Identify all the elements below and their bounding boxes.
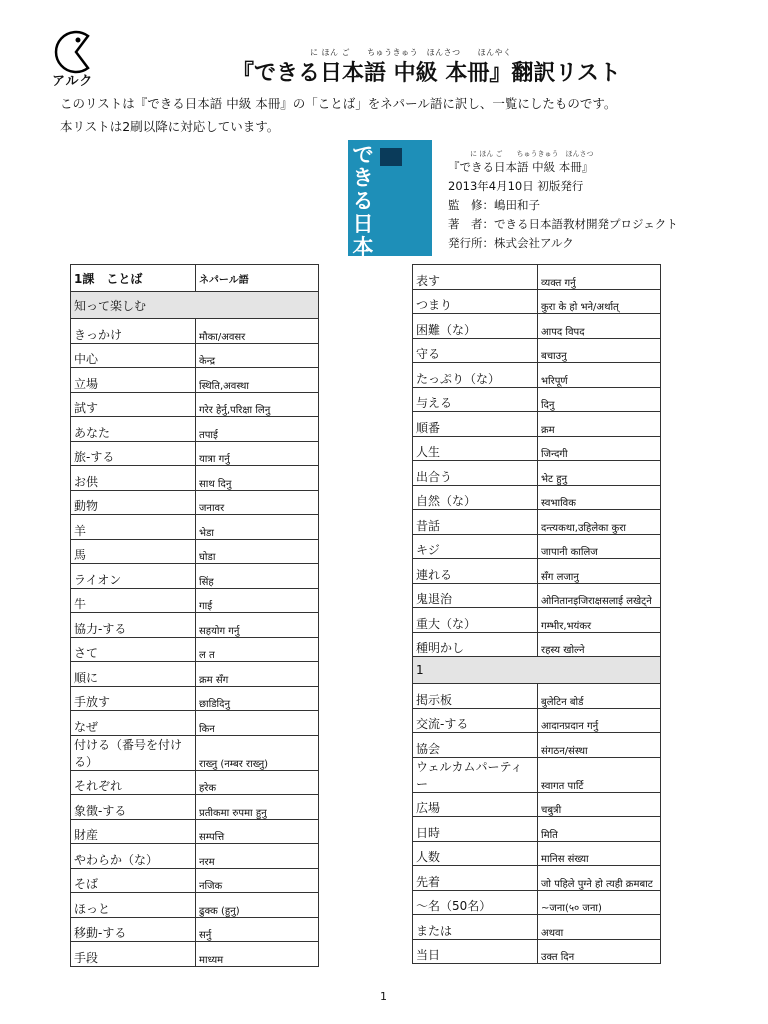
japanese-word: 動物 bbox=[71, 490, 196, 515]
table-row bbox=[71, 515, 319, 540]
table-row bbox=[413, 866, 661, 891]
japanese-word: 馬 bbox=[71, 539, 196, 564]
table-row bbox=[71, 490, 319, 515]
japanese-word: やわらか（な） bbox=[71, 844, 196, 869]
nepali-translation: मौका/अवसर bbox=[196, 319, 319, 344]
section-title: 知って楽しむ bbox=[71, 292, 319, 319]
logo-text: アルク bbox=[52, 74, 94, 89]
japanese-word: 人数 bbox=[413, 841, 538, 866]
nepali-translation: यात्रा गर्नु bbox=[196, 441, 319, 466]
nepali-translation: गाई bbox=[196, 588, 319, 613]
table-row bbox=[413, 890, 661, 915]
nepali-translation: ओनितानइजिराक्षसलाई लखेट्ने bbox=[538, 583, 661, 608]
table-row bbox=[71, 942, 319, 967]
intro-line-1: このリストは『できる日本語 中級 本冊』の「ことば」をネパール語に訳し、一覧にしたものです。 bbox=[60, 96, 617, 111]
nepali-translation: साथ दिनु bbox=[196, 466, 319, 491]
japanese-word: 旅-する bbox=[71, 441, 196, 466]
table-row bbox=[413, 583, 661, 608]
table-row bbox=[413, 733, 661, 758]
nepali-translation: गम्भीर,भयंकर bbox=[538, 608, 661, 633]
nepali-translation: रहस्य खोल्ने bbox=[538, 632, 661, 657]
nepali-translation: दन्त्यकथा,उहिलेका कुरा bbox=[538, 510, 661, 535]
table-row bbox=[71, 711, 319, 736]
nepali-translation: क्रम सँग bbox=[196, 662, 319, 687]
table-row bbox=[71, 770, 319, 795]
page-title: 『できる日本語 中級 本冊』翻訳リスト bbox=[232, 61, 621, 86]
nepali-translation: व्यक्त गर्नु bbox=[538, 265, 661, 290]
japanese-word: そば bbox=[71, 868, 196, 893]
japanese-word: 当日 bbox=[413, 939, 538, 964]
japanese-word: 象徴-する bbox=[71, 795, 196, 820]
table-row bbox=[71, 588, 319, 613]
japanese-word: 羊 bbox=[71, 515, 196, 540]
nepali-translation: कुरा के हो भने/अर्थात् bbox=[538, 289, 661, 314]
japanese-word: 日時 bbox=[413, 817, 538, 842]
table-row bbox=[71, 917, 319, 942]
book-publisher: 発行所：株式会社アルク bbox=[448, 236, 574, 250]
nepali-translation: नजिक bbox=[196, 868, 319, 893]
table-row bbox=[413, 841, 661, 866]
nepali-translation: अथवा bbox=[538, 915, 661, 940]
nepali-translation: सिंह bbox=[196, 564, 319, 589]
nepali-translation: भेडा bbox=[196, 515, 319, 540]
vocab-table-left bbox=[70, 264, 319, 967]
table-row bbox=[71, 893, 319, 918]
nepali-translation: स्वभाविक bbox=[538, 485, 661, 510]
table-row bbox=[71, 868, 319, 893]
table-row bbox=[71, 735, 319, 770]
nepali-translation: छाडिदिनु bbox=[196, 686, 319, 711]
japanese-word: 広場 bbox=[413, 792, 538, 817]
nepali-translation: हरेक bbox=[196, 770, 319, 795]
section-row bbox=[413, 657, 661, 684]
table-row bbox=[413, 534, 661, 559]
table-row bbox=[413, 461, 661, 486]
nepali-translation: राख्नु (नम्बर राख्नु) bbox=[196, 735, 319, 770]
nepali-translation: सर्नु bbox=[196, 917, 319, 942]
table-row bbox=[71, 392, 319, 417]
table-row bbox=[71, 343, 319, 368]
japanese-word: あなた bbox=[71, 417, 196, 442]
nepali-translation: सँग लजानु bbox=[538, 559, 661, 584]
table-row bbox=[413, 708, 661, 733]
japanese-word: 守る bbox=[413, 338, 538, 363]
japanese-word: 先着 bbox=[413, 866, 538, 891]
table-row bbox=[71, 686, 319, 711]
japanese-word: 出合う bbox=[413, 461, 538, 486]
nepali-translation: सम्पत्ति bbox=[196, 819, 319, 844]
nepali-translation: आपद विपद bbox=[538, 314, 661, 339]
nepali-translation: ढुक्क (हुनु) bbox=[196, 893, 319, 918]
nepali-translation: तपाई bbox=[196, 417, 319, 442]
nepali-translation: आदानप्रदान गर्नु bbox=[538, 708, 661, 733]
japanese-word: 試す bbox=[71, 392, 196, 417]
japanese-word: それぞれ bbox=[71, 770, 196, 795]
japanese-word: 順番 bbox=[413, 412, 538, 437]
japanese-word: 重大（な） bbox=[413, 608, 538, 633]
table-row bbox=[413, 939, 661, 964]
japanese-word: 困難（な） bbox=[413, 314, 538, 339]
table-row bbox=[413, 314, 661, 339]
table-row bbox=[413, 289, 661, 314]
japanese-word: 立場 bbox=[71, 368, 196, 393]
book-date: 2013年4月10日 初版発行 bbox=[448, 179, 584, 193]
japanese-word: 交流-する bbox=[413, 708, 538, 733]
book-info bbox=[448, 150, 678, 253]
nepali-translation: भेट हुनु bbox=[538, 461, 661, 486]
page-number: 1 bbox=[380, 990, 387, 1003]
table-row bbox=[413, 559, 661, 584]
book-cover bbox=[348, 140, 432, 282]
book-title: 『できる日本語 中級 本冊』 bbox=[448, 160, 594, 174]
table-row bbox=[413, 338, 661, 363]
book-title-ruby: に ほん ご ちゅうきゅう ほんさつ bbox=[470, 150, 594, 158]
title-ruby: に ほん ご ちゅうきゅう ほんさつ ほんやく bbox=[310, 48, 512, 57]
japanese-word: 協会 bbox=[413, 733, 538, 758]
nepali-translation: दिनु bbox=[538, 387, 661, 412]
table-row bbox=[71, 368, 319, 393]
book-supervisor: 監 修：嶋田和子 bbox=[448, 198, 540, 212]
nepali-translation: मानिस संख्या bbox=[538, 841, 661, 866]
japanese-word: たっぷり（な） bbox=[413, 363, 538, 388]
nepali-translation: ल त bbox=[196, 637, 319, 662]
nepali-translation: गरेर हेर्नु,परिक्षा लिनु bbox=[196, 392, 319, 417]
table-row bbox=[413, 915, 661, 940]
japanese-word: ～名（50名） bbox=[413, 890, 538, 915]
table-row bbox=[413, 436, 661, 461]
nepali-translation: जनावर bbox=[196, 490, 319, 515]
japanese-word: 人生 bbox=[413, 436, 538, 461]
table-row bbox=[413, 792, 661, 817]
table-row bbox=[71, 319, 319, 344]
nepali-translation: केन्द्र bbox=[196, 343, 319, 368]
table-header bbox=[71, 265, 319, 292]
nepali-translation: मिति bbox=[538, 817, 661, 842]
japanese-word: キジ bbox=[413, 534, 538, 559]
cover-title: できる日本語 bbox=[352, 143, 374, 282]
nepali-translation: घोडा bbox=[196, 539, 319, 564]
japanese-word: 付ける（番号を付ける） bbox=[71, 735, 196, 770]
japanese-word: つまり bbox=[413, 289, 538, 314]
nepali-translation: ~जना(५० जना) bbox=[538, 890, 661, 915]
nepali-translation: जो पहिले पुग्ने हो त्यही क्रमबाट bbox=[538, 866, 661, 891]
table-row bbox=[71, 844, 319, 869]
japanese-word: お供 bbox=[71, 466, 196, 491]
japanese-word: 協力-する bbox=[71, 613, 196, 638]
vocab-table-right bbox=[412, 264, 661, 964]
table-row bbox=[71, 637, 319, 662]
table-row bbox=[413, 363, 661, 388]
japanese-word: 財産 bbox=[71, 819, 196, 844]
japanese-word: 連れる bbox=[413, 559, 538, 584]
japanese-word: きっかけ bbox=[71, 319, 196, 344]
nepali-translation: संगठन/संस्था bbox=[538, 733, 661, 758]
table-row bbox=[71, 564, 319, 589]
table-row bbox=[413, 608, 661, 633]
japanese-word: 手段 bbox=[71, 942, 196, 967]
japanese-word: 鬼退治 bbox=[413, 583, 538, 608]
japanese-word: または bbox=[413, 915, 538, 940]
nepali-translation: स्वागत पार्टि bbox=[538, 757, 661, 792]
nepali-translation: क्रम bbox=[538, 412, 661, 437]
table-row bbox=[413, 684, 661, 709]
cover-label-block bbox=[380, 148, 402, 166]
nepali-translation: बुलेटिन बोर्ड bbox=[538, 684, 661, 709]
table-row bbox=[413, 817, 661, 842]
japanese-word: 掲示板 bbox=[413, 684, 538, 709]
nepali-translation: जिन्दगी bbox=[538, 436, 661, 461]
japanese-word: 表す bbox=[413, 265, 538, 290]
header-nepali: ネパール語 bbox=[196, 265, 319, 292]
table-row bbox=[413, 757, 661, 792]
table-row bbox=[413, 510, 661, 535]
nepali-translation: सहयोग गर्नु bbox=[196, 613, 319, 638]
intro-line-2: 本リストは2刷以降に対応しています。 bbox=[60, 119, 280, 134]
japanese-word: ほっと bbox=[71, 893, 196, 918]
nepali-translation: नरम bbox=[196, 844, 319, 869]
japanese-word: ウェルカムパーティー bbox=[413, 757, 538, 792]
table-row bbox=[413, 412, 661, 437]
japanese-word: 与える bbox=[413, 387, 538, 412]
book-authors: 著 者：できる日本語教材開発プロジェクト bbox=[448, 217, 678, 231]
japanese-word: 牛 bbox=[71, 588, 196, 613]
table-row bbox=[71, 662, 319, 687]
japanese-word: 種明かし bbox=[413, 632, 538, 657]
japanese-word: 中心 bbox=[71, 343, 196, 368]
table-row bbox=[71, 441, 319, 466]
japanese-word: ライオン bbox=[71, 564, 196, 589]
table-row bbox=[413, 485, 661, 510]
section-row bbox=[71, 292, 319, 319]
japanese-word: 自然（な） bbox=[413, 485, 538, 510]
section-title: 1 bbox=[413, 657, 661, 684]
japanese-word: 順に bbox=[71, 662, 196, 687]
nepali-translation: चबुत्री bbox=[538, 792, 661, 817]
nepali-translation: उक्त दिन bbox=[538, 939, 661, 964]
table-row bbox=[71, 466, 319, 491]
nepali-translation: बचाउनु bbox=[538, 338, 661, 363]
japanese-word: 移動-する bbox=[71, 917, 196, 942]
table-row bbox=[413, 387, 661, 412]
table-row bbox=[71, 613, 319, 638]
nepali-translation: स्थिति,अवस्था bbox=[196, 368, 319, 393]
japanese-word: 昔話 bbox=[413, 510, 538, 535]
nepali-translation: भरिपूर्ण bbox=[538, 363, 661, 388]
table-row bbox=[413, 265, 661, 290]
nepali-translation: जापानी कालिज bbox=[538, 534, 661, 559]
japanese-word: なぜ bbox=[71, 711, 196, 736]
table-row bbox=[71, 795, 319, 820]
table-row bbox=[71, 819, 319, 844]
japanese-word: さて bbox=[71, 637, 196, 662]
table-row bbox=[71, 539, 319, 564]
nepali-translation: माध्यम bbox=[196, 942, 319, 967]
table-row bbox=[413, 632, 661, 657]
header-japanese: 1課 ことば bbox=[71, 265, 196, 292]
japanese-word: 手放す bbox=[71, 686, 196, 711]
table-row bbox=[71, 417, 319, 442]
nepali-translation: किन bbox=[196, 711, 319, 736]
nepali-translation: प्रतीकमा रुपमा हुनु bbox=[196, 795, 319, 820]
